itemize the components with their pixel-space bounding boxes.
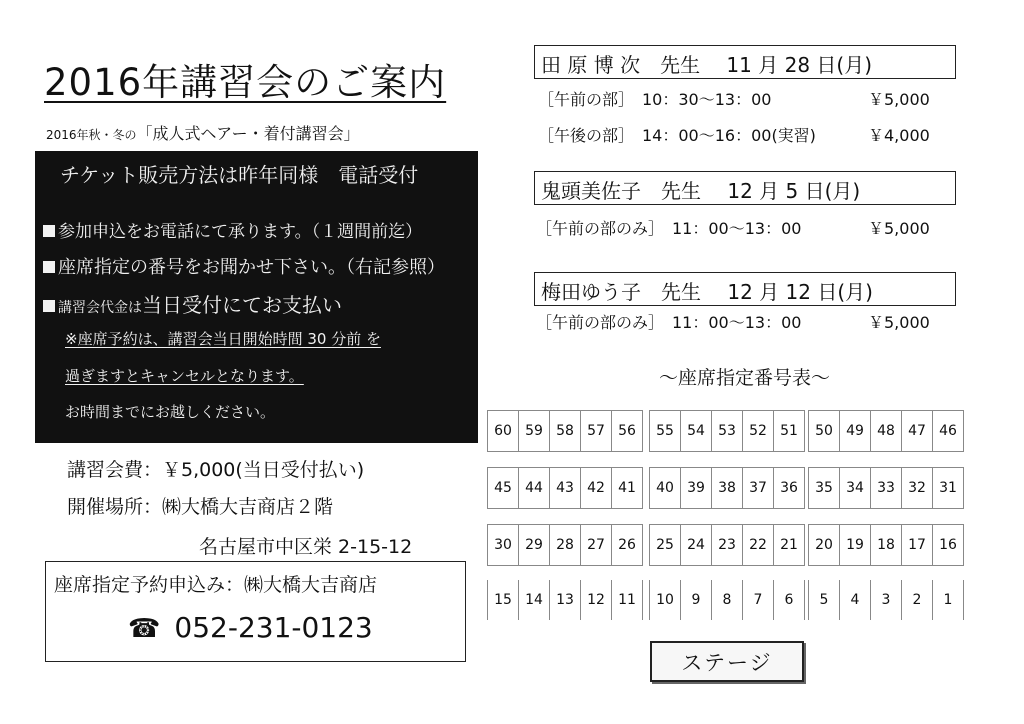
notice-heading: チケット販売方法は昨年同様 電話受付 — [60, 163, 419, 187]
seat-number[interactable]: 60 — [487, 411, 518, 451]
seat-number[interactable]: 34 — [839, 468, 870, 508]
seat-block — [808, 467, 964, 509]
seat-number[interactable]: 9 — [680, 580, 711, 620]
seat-number[interactable]: 5 — [808, 580, 839, 620]
seat-number[interactable]: 16 — [932, 525, 963, 565]
subtitle-main: 「成人式ヘアー・着付講習会」 — [136, 124, 360, 143]
seat-number[interactable]: 20 — [808, 525, 839, 565]
seat-number[interactable]: 42 — [580, 468, 611, 508]
bullet-square-icon — [43, 261, 55, 273]
seat-number[interactable]: 38 — [711, 468, 742, 508]
seat-number[interactable]: 55 — [649, 411, 680, 451]
seat-number[interactable]: 2 — [901, 580, 932, 620]
seat-number[interactable]: 10 — [649, 580, 680, 620]
seat-block — [649, 410, 805, 452]
reservation-phone[interactable] — [128, 611, 373, 644]
notice-note-1: ※座席予約は、講習会当日開始時間 30 分前 を — [65, 330, 381, 348]
seat-number[interactable]: 48 — [870, 411, 901, 451]
session-price: ￥5,000 — [868, 219, 930, 238]
seat-number[interactable]: 39 — [680, 468, 711, 508]
seat-number[interactable]: 27 — [580, 525, 611, 565]
fee-info: 講習会費：￥5,000(当日受付払い) — [67, 459, 365, 481]
seat-number[interactable]: 21 — [773, 525, 804, 565]
seat-number[interactable]: 37 — [742, 468, 773, 508]
venue-address: 名古屋市中区栄 2-15-12 — [199, 536, 413, 558]
seat-number[interactable]: 40 — [649, 468, 680, 508]
seat-number[interactable]: 18 — [870, 525, 901, 565]
seat-number[interactable]: 29 — [518, 525, 549, 565]
seat-number[interactable]: 6 — [773, 580, 804, 620]
seat-number[interactable]: 32 — [901, 468, 932, 508]
notice-item-payment: 講習会代金は当日受付にてお支払い — [43, 289, 342, 318]
seat-number[interactable]: 33 — [870, 468, 901, 508]
notice-item-seat: 座席指定の番号をお聞かせ下さい。（右記参照） — [43, 253, 445, 279]
event-subtitle — [46, 121, 360, 144]
seat-number[interactable]: 12 — [580, 580, 611, 620]
seat-number[interactable]: 36 — [773, 468, 804, 508]
telephone-icon: ☎ — [128, 614, 161, 644]
seat-number[interactable]: 51 — [773, 411, 804, 451]
session-label: ［午前の部］ 10：30〜13：00 — [538, 90, 772, 109]
seat-number[interactable]: 54 — [680, 411, 711, 451]
seat-number[interactable]: 46 — [932, 411, 963, 451]
seat-block — [487, 410, 643, 452]
seat-number[interactable]: 56 — [611, 411, 642, 451]
seat-number[interactable]: 43 — [549, 468, 580, 508]
seat-number[interactable]: 11 — [611, 580, 642, 620]
seat-block — [649, 524, 805, 566]
seat-number[interactable]: 1 — [932, 580, 963, 620]
seat-number[interactable]: 24 — [680, 525, 711, 565]
seat-number[interactable]: 57 — [580, 411, 611, 451]
seat-number[interactable]: 8 — [711, 580, 742, 620]
session-price: ￥5,000 — [868, 313, 930, 332]
seat-number[interactable]: 17 — [901, 525, 932, 565]
teacher-header-1: 田 原 博 次 先生 11 月 28 日(月) — [534, 45, 956, 79]
reservation-box — [45, 561, 466, 662]
session-label: ［午前の部のみ］ 11：00〜13：00 — [536, 219, 802, 238]
seat-number[interactable]: 26 — [611, 525, 642, 565]
seat-block — [808, 524, 964, 566]
seat-number[interactable]: 4 — [839, 580, 870, 620]
page-title: 2016年講習会のご案内 — [44, 61, 447, 104]
seat-block — [487, 580, 643, 620]
seat-block — [649, 580, 805, 620]
ticket-notice-box — [35, 151, 478, 443]
session-price: ￥4,000 — [868, 126, 930, 145]
seat-block — [808, 410, 964, 452]
seat-number[interactable]: 7 — [742, 580, 773, 620]
seat-number[interactable]: 52 — [742, 411, 773, 451]
venue-info: 開催場所：㈱大橋大吉商店２階 — [67, 496, 334, 518]
seat-number[interactable]: 49 — [839, 411, 870, 451]
stage-label: ステージ — [650, 641, 804, 682]
session-label: ［午後の部］ 14：00〜16：00(実習) — [538, 126, 816, 145]
seat-number[interactable]: 47 — [901, 411, 932, 451]
notice-note-2: 過ぎますとキャンセルとなります。 — [65, 367, 304, 385]
bullet-square-icon — [43, 225, 55, 237]
seat-number[interactable]: 15 — [487, 580, 518, 620]
seat-number[interactable]: 30 — [487, 525, 518, 565]
reservation-label: 座席指定予約申込み：㈱大橋大吉商店 — [54, 574, 378, 596]
seat-number[interactable]: 45 — [487, 468, 518, 508]
seat-number[interactable]: 31 — [932, 468, 963, 508]
seat-number[interactable]: 19 — [839, 525, 870, 565]
seat-number[interactable]: 58 — [549, 411, 580, 451]
seat-number[interactable]: 14 — [518, 580, 549, 620]
seat-number[interactable]: 22 — [742, 525, 773, 565]
notice-item-apply: 参加申込をお電話にて承ります。（１週間前迄） — [43, 217, 422, 242]
bullet-square-icon — [43, 300, 55, 312]
seat-number[interactable]: 44 — [518, 468, 549, 508]
subtitle-prefix: 2016年秋・冬の — [46, 128, 137, 142]
seat-number[interactable]: 28 — [549, 525, 580, 565]
teacher-header-3: 梅田ゆう子 先生 12 月 12 日(月) — [534, 272, 956, 306]
seat-block — [808, 580, 964, 620]
teacher-header-2: 鬼頭美佐子 先生 12 月 5 日(月) — [534, 171, 956, 205]
seat-number[interactable]: 50 — [808, 411, 839, 451]
session-price: ￥5,000 — [868, 90, 930, 109]
session-label: ［午前の部のみ］ 11：00〜13：00 — [536, 313, 802, 332]
seat-number[interactable]: 59 — [518, 411, 549, 451]
phone-number: 052-231-0123 — [174, 611, 373, 644]
seat-chart-heading: 〜座席指定番号表〜 — [659, 367, 831, 389]
seat-number[interactable]: 35 — [808, 468, 839, 508]
seat-block — [487, 524, 643, 566]
seat-number[interactable]: 25 — [649, 525, 680, 565]
seat-number[interactable]: 3 — [870, 580, 901, 620]
seat-number[interactable]: 53 — [711, 411, 742, 451]
seat-number[interactable]: 23 — [711, 525, 742, 565]
seat-block — [649, 467, 805, 509]
seat-block — [487, 467, 643, 509]
seat-number[interactable]: 41 — [611, 468, 642, 508]
seat-number[interactable]: 13 — [549, 580, 580, 620]
notice-note-3: お時間までにお越しください。 — [65, 403, 276, 421]
